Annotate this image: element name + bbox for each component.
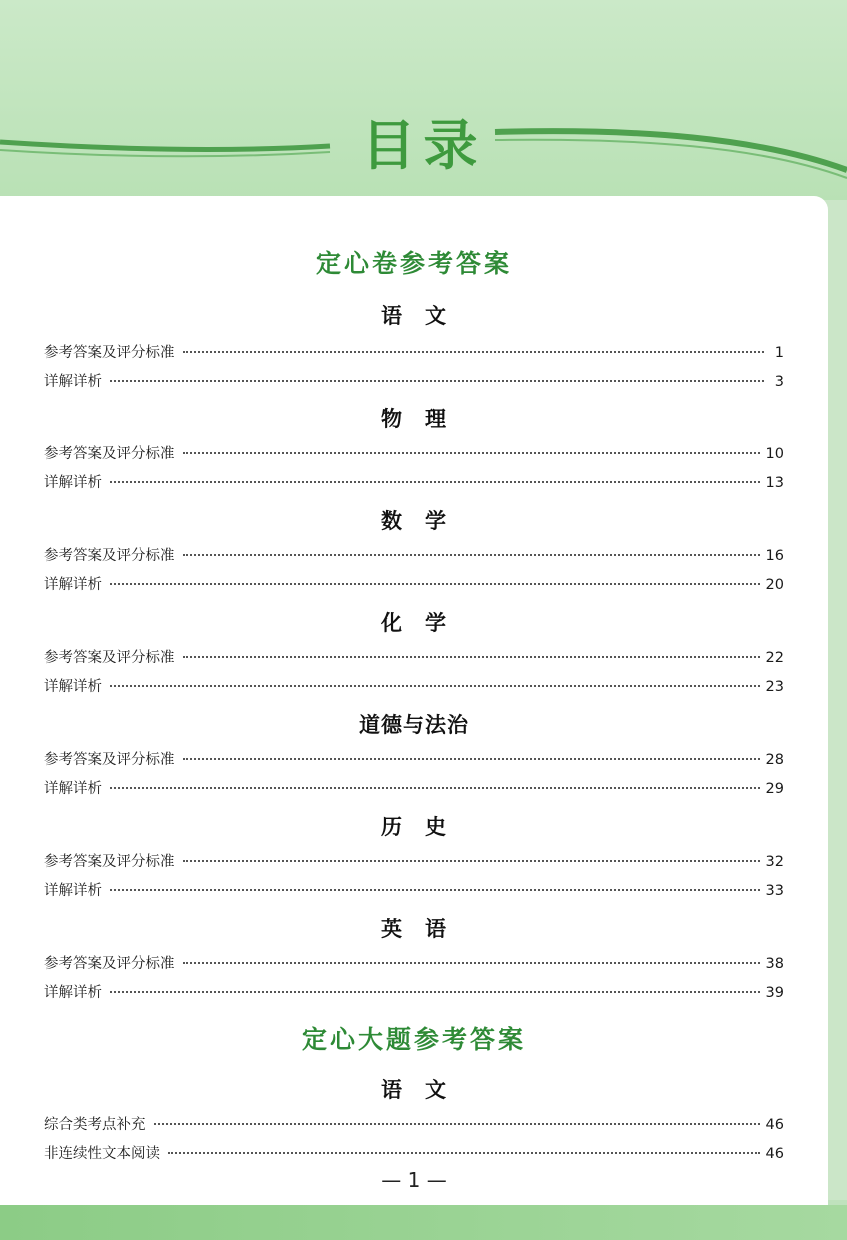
toc-entry-label: 参考答案及评分标准 [44, 446, 175, 462]
toc-entry[interactable] [44, 952, 784, 974]
toc-entry-page: 32 [765, 854, 784, 870]
section-title-big-question-answers: 定心大题参考答案 [301, 1025, 526, 1054]
dot-leader [110, 786, 760, 789]
toc-entry-label: 详解详析 [44, 781, 102, 797]
toc-entry[interactable] [44, 341, 784, 363]
toc-entry-page: 29 [765, 781, 784, 797]
toc-entry-label: 参考答案及评分标准 [44, 854, 175, 870]
toc-entry-page: 28 [765, 752, 784, 768]
dot-leader [110, 480, 760, 483]
dot-leader [183, 655, 760, 658]
subject-title-math: 数 学 [381, 509, 447, 533]
toc-entry[interactable] [44, 646, 784, 668]
subject-title-chinese-2: 语 文 [381, 1078, 447, 1102]
subject-title-history: 历 史 [381, 815, 447, 839]
toc-entry-label: 详解详析 [44, 883, 102, 899]
toc-entry[interactable] [44, 442, 784, 464]
toc-entry-page: 13 [765, 475, 784, 491]
dot-leader [110, 888, 760, 891]
toc-entry-page: 46 [765, 1146, 784, 1162]
toc-entry-label: 参考答案及评分标准 [44, 956, 175, 972]
subject-title-chinese: 语 文 [381, 304, 447, 328]
dot-leader [183, 961, 760, 964]
toc-card [0, 196, 828, 1206]
toc-entry-label: 详解详析 [44, 679, 102, 695]
toc-entry-label: 参考答案及评分标准 [44, 548, 175, 564]
toc-entry-label: 参考答案及评分标准 [44, 345, 175, 361]
dot-leader [183, 859, 760, 862]
toc-entry[interactable] [44, 748, 784, 770]
toc-entry[interactable] [44, 544, 784, 566]
toc-entry[interactable] [44, 573, 784, 595]
subject-title-chemistry: 化 学 [381, 611, 447, 635]
toc-entry-label: 详解详析 [44, 577, 102, 593]
dot-leader [183, 350, 765, 353]
dot-leader [110, 684, 760, 687]
toc-entry[interactable] [44, 981, 784, 1003]
toc-entry-page: 38 [765, 956, 784, 972]
dot-leader [183, 757, 760, 760]
toc-entry-page: 23 [765, 679, 784, 695]
toc-entry[interactable] [44, 471, 784, 493]
toc-entry-page: 10 [765, 446, 784, 462]
toc-entry-page: 22 [765, 650, 784, 666]
toc-entry-label: 综合类考点补充 [44, 1117, 146, 1133]
toc-entry[interactable] [44, 370, 784, 392]
toc-entry-page: 46 [765, 1117, 784, 1133]
toc-entry-page: 3 [774, 374, 784, 390]
dot-leader [183, 553, 760, 556]
toc-entry-page: 39 [765, 985, 784, 1001]
toc-entry[interactable] [44, 777, 784, 799]
subject-title-physics: 物 理 [381, 407, 447, 431]
subject-title-english: 英 语 [381, 917, 447, 941]
toc-entry-label: 详解详析 [44, 374, 102, 390]
toc-entry-label: 详解详析 [44, 475, 102, 491]
dot-leader [110, 379, 764, 382]
subject-title-morality-law: 道德与法治 [359, 713, 469, 737]
dot-leader [168, 1151, 760, 1154]
page-number: — 1 — [381, 1168, 447, 1192]
toc-entry[interactable] [44, 1113, 784, 1135]
toc-entry-page: 1 [774, 345, 784, 361]
toc-entry-label: 非连续性文本阅读 [44, 1146, 160, 1162]
toc-entry[interactable] [44, 850, 784, 872]
toc-entry[interactable] [44, 675, 784, 697]
dot-leader [154, 1122, 760, 1125]
toc-entry-label: 参考答案及评分标准 [44, 752, 175, 768]
toc-entry-page: 20 [765, 577, 784, 593]
toc-entry-label: 参考答案及评分标准 [44, 650, 175, 666]
toc-entry[interactable] [44, 1142, 784, 1164]
toc-entry-page: 16 [765, 548, 784, 564]
section-title-exam-answers: 定心卷参考答案 [315, 249, 512, 278]
dot-leader [110, 990, 760, 993]
dot-leader [183, 451, 760, 454]
toc-entry-label: 详解详析 [44, 985, 102, 1001]
toc-entry-page: 33 [765, 883, 784, 899]
toc-entry[interactable] [44, 879, 784, 901]
dot-leader [110, 582, 760, 585]
footer-band [0, 1205, 847, 1240]
page-title: 目录 [361, 114, 486, 177]
